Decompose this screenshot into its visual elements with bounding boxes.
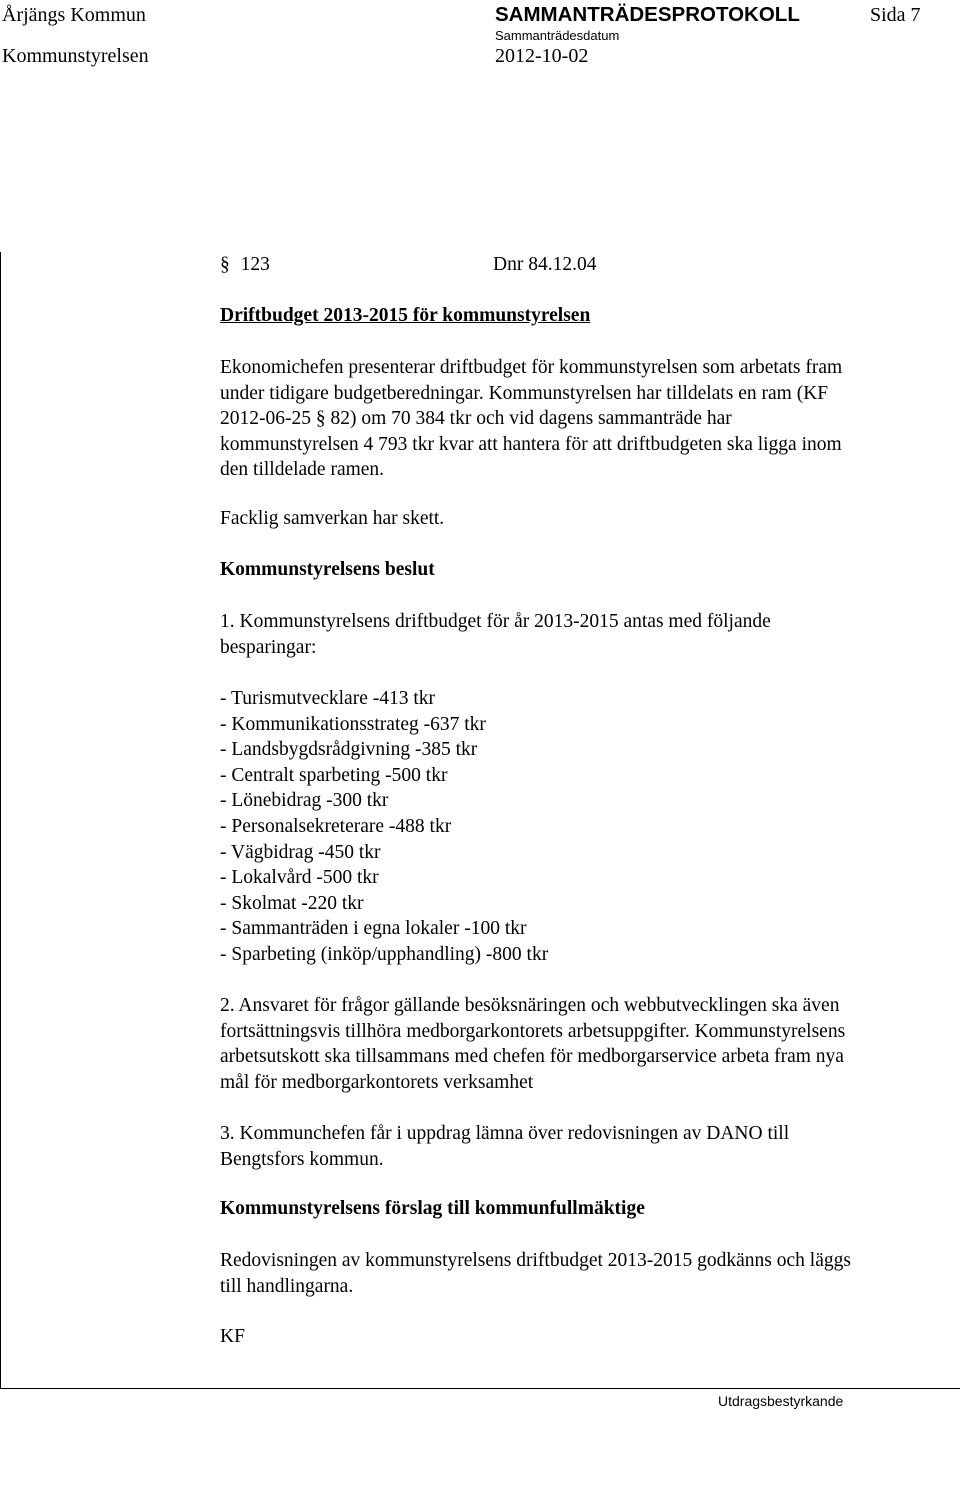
intro-paragraph <box>220 355 940 483</box>
decision-line: 2. Ansvaret för frågor gällande besöksnäringen och webbutvecklingen ska även <box>220 995 840 1016</box>
decision-line: Bengtsfors kommun. <box>220 1148 384 1170</box>
intro-line <box>220 406 940 432</box>
left-margin-line <box>0 252 1 1389</box>
savings-item: - Lönebidrag -300 tkr <box>220 790 389 812</box>
section-symbol: § <box>315 408 326 429</box>
savings-item: - Sparbeting (inköp/upphandling) -800 tkr <box>220 943 549 965</box>
savings-item: - Kommunikationsstrateg -637 tkr <box>220 713 486 735</box>
extract-certification-label: Utdragsbestyrkande <box>718 1393 844 1409</box>
case-number: Dnr 84.12.04 <box>493 254 597 275</box>
union-cooperation-note: Facklig samverkan har skett. <box>220 508 445 529</box>
savings-item: - Centralt sparbeting -500 tkr <box>220 764 448 786</box>
municipality-name: Årjängs Kommun <box>2 4 146 26</box>
savings-item: - Lokalvård -500 tkr <box>220 867 379 889</box>
decision-point-1 <box>220 609 940 660</box>
meeting-date-label: Sammanträdesdatum <box>495 28 620 43</box>
savings-item: - Vägbidrag -450 tkr <box>220 841 381 863</box>
proposal-line: Redovisningen av kommunstyrelsens driftbudget 2013-2015 godkänns och läggs <box>220 1250 851 1271</box>
meeting-date: 2012-10-02 <box>495 45 589 67</box>
proposal-heading: Kommunstyrelsens förslag till kommunfullmäktige <box>220 1198 645 1219</box>
intro-line-part: 82) om 70 384 tkr och vid dagens sammanträde har <box>325 408 732 429</box>
item-number: 123 <box>240 254 270 275</box>
savings-item: - Sammanträden i egna lokaler -100 tkr <box>220 918 527 940</box>
recipient-note: KF <box>220 1326 245 1347</box>
page-number: Sida 7 <box>870 4 921 26</box>
intro-line: kommunstyrelsen 4 793 tkr kvar att hantera för att driftbudgeten ska ligga inom <box>220 433 842 455</box>
document-type-title: SAMMANTRÄDESPROTOKOLL <box>495 3 800 26</box>
savings-list <box>220 686 548 968</box>
intro-line: under tidigare budgetberedningar. Kommunstyrelsen har tilldelats en ram (KF <box>220 382 829 404</box>
item-title: Driftbudget 2013-2015 för kommunstyrelsen <box>220 305 591 326</box>
footer-divider <box>0 1388 960 1389</box>
savings-item: - Skolmat -220 tkr <box>220 892 364 914</box>
proposal-line: till handlingarna. <box>220 1275 354 1297</box>
item-number-line <box>220 254 270 276</box>
decision-line: arbetsutskott ska tillsammans med chefen för medborgarservice arbeta fram nya <box>220 1046 844 1067</box>
decision-line: 1. Kommunstyrelsens driftbudget för år 2013-2015 antas med följande <box>220 611 771 632</box>
intro-line: Ekonomichefen presenterar driftbudget för kommunstyrelsen som arbetats fram <box>220 357 843 378</box>
section-symbol: § <box>220 254 230 275</box>
savings-item: - Personalsekreterare -488 tkr <box>220 815 452 837</box>
decision-point-2 <box>220 993 940 1095</box>
savings-item: - Turismutvecklare -413 tkr <box>220 688 436 709</box>
decision-line: mål för medborgarkontorets verksamhet <box>220 1071 534 1093</box>
intro-line-part: 2012-06-25 <box>220 408 316 429</box>
intro-line: den tilldelade ramen. <box>220 459 385 480</box>
decision-point-3 <box>220 1121 940 1172</box>
decision-line: 3. Kommunchefen får i uppdrag lämna över redovisningen av DANO till <box>220 1123 790 1144</box>
decision-heading: Kommunstyrelsens beslut <box>220 559 435 580</box>
proposal-paragraph <box>220 1248 940 1299</box>
body-name: Kommunstyrelsen <box>2 45 149 67</box>
decision-line: besparingar: <box>220 636 317 658</box>
decision-line: fortsättningsvis tillhöra medborgarkontorets arbetsuppgifter. Kommunstyrelsens <box>220 1020 846 1042</box>
savings-item: - Landsbygdsrådgivning -385 tkr <box>220 739 478 761</box>
